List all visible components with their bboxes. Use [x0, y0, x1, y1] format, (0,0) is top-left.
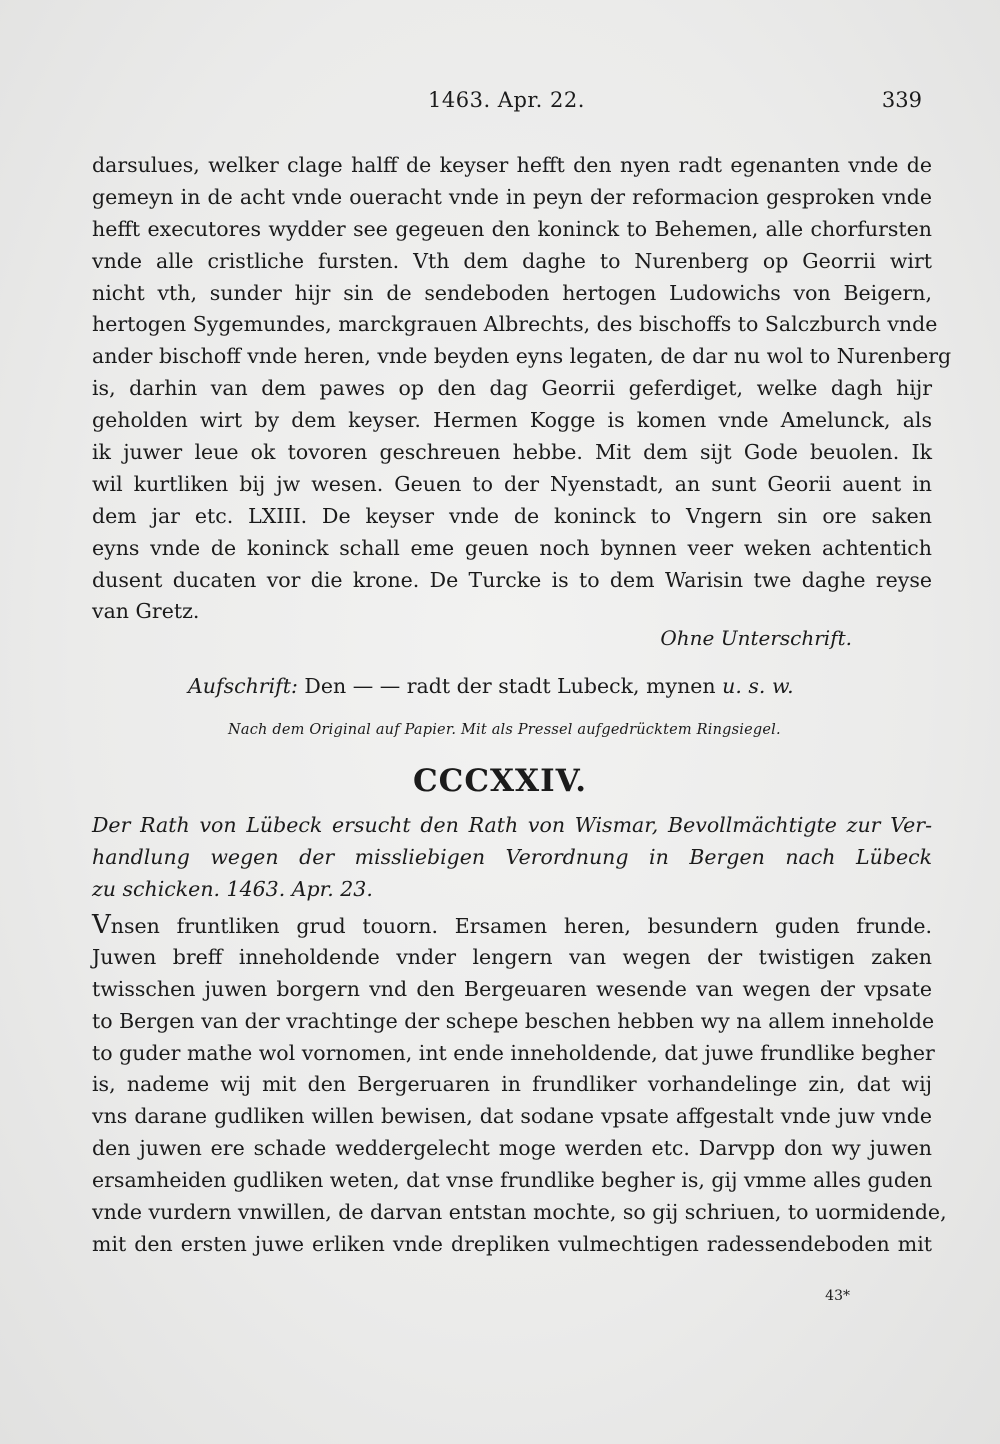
text-line: darsulues, welker clage halff de keyser hefft den nyen radt egenanten vnde de [92, 153, 932, 177]
address-label: Aufschrift: [188, 674, 298, 698]
regest-line: zu schicken. 1463. Apr. 23. [92, 876, 373, 901]
text-line: gemeyn in de acht vnde oueracht vnde in peyn der reformacion gesproken vnde [92, 184, 932, 209]
address-abbreviation: u. s. w. [722, 674, 794, 698]
text-line: vns darane gudliken willen bewisen, dat sodane vpsate affgestalt vnde juw vnde [92, 1104, 932, 1129]
text-line: ik juwer leue ok tovoren geschreuen hebbe. Mit dem sijt Gode beuolen. Ik [92, 440, 932, 465]
document-number: CCCXXIV. [412, 763, 588, 799]
text-line: vnde alle cristliche fursten. Vth dem daghe to Nurenberg op Georrii wirt [92, 248, 932, 273]
text-line: vnde vurdern vnwillen, de darvan entstan mochte, so gij schriuen, to uormidende, [92, 1200, 947, 1225]
letter-continued-text [92, 150, 952, 628]
text-line: wil kurtliken bij jw wesen. Geuen to der Nyenstadt, an sunt Georii auent in [92, 471, 932, 496]
text-line: to guder mathe wol vornomen, int ende inneholdende, dat juwe frundlike begher [92, 1040, 935, 1065]
text-line: ander bischoff vnde heren, vnde beyden eyns legaten, de dar nu wol to Nurenberg [92, 344, 952, 369]
text-line: eyns vnde de koninck schall eme geuen noch bynnen veer weken achtentich [92, 535, 932, 560]
regest-line: Der Rath von Lübeck ersucht den Rath von Wismar, Bevollmächtigte zur Ver- [92, 813, 932, 837]
text-line: hertogen Sygemundes, marckgrauen Albrechts, des bischoffs to Salczburch vnde [92, 312, 938, 337]
source-note: Nach dem Original auf Papier. Mit als Pressel aufgedrücktem Ringsiegel. [228, 722, 781, 738]
drop-initial: V [92, 910, 111, 940]
regest-line: handlung wegen der missliebigen Verordnung in Bergen nach Lübeck [92, 844, 932, 869]
page-number: 339 [881, 88, 922, 112]
text-line: nicht vth, sunder hijr sin de sendeboden hertogen Ludowichs von Beigern, [92, 280, 932, 305]
text-line: hefft executores wydder see gegeuen den koninck to Behemen, alle chorfursten [92, 216, 932, 241]
address-text: Den — — radt der stadt Lubeck, mynen [304, 674, 716, 698]
text-line: Juwen breff inneholdende vnder lengern van wegen der twistigen zaken [92, 944, 932, 969]
running-head [0, 88, 1000, 118]
first-text-line [92, 910, 932, 942]
signature-mark: 43* [825, 1288, 850, 1304]
text-line: geholden wirt by dem keyser. Hermen Kogge is komen vnde Amelunck, als [92, 408, 932, 433]
text-line: to Bergen van der vrachtinge der schepe beschen hebben wy na allem inneholde [92, 1008, 935, 1033]
text-line: van Gretz. [92, 599, 200, 624]
text-line: twisschen juwen borgern vnd den Bergeuaren wesende van wegen der vpsate [92, 976, 932, 1001]
address-line [188, 674, 794, 698]
text-line: dem jar etc. LXIII. De keyser vnde de koninck to Vngern sin ore saken [92, 503, 932, 528]
text-line: is, nademe wij mit den Bergeruaren in frundliker vorhandelinge zin, dat wij [92, 1072, 932, 1097]
text-line: ersamheiden gudliken weten, dat vnse frundlike begher is, gij vmme alles guden [92, 1168, 933, 1193]
header-date: 1463. Apr. 22. [428, 88, 585, 112]
text-line: is, darhin van dem pawes op den dag Georrii geferdiget, welke dagh hijr [92, 376, 932, 401]
first-line-rest: nsen fruntliken grud touorn. Ersamen heren, besundern guden frunde. [110, 914, 932, 938]
text-line: mit den ersten juwe erliken vnde drepliken vulmechtigen radessendeboden mit [92, 1231, 932, 1256]
document-regest [92, 810, 932, 906]
document-body-text [92, 910, 947, 1261]
signature-note: Ohne Unterschrift. [660, 626, 852, 650]
text-line: dusent ducaten vor die krone. De Turcke is to dem Warisin twe daghe reyse [92, 567, 932, 592]
text-line: den juwen ere schade weddergelecht moge werden etc. Darvpp don wy juwen [92, 1136, 932, 1161]
